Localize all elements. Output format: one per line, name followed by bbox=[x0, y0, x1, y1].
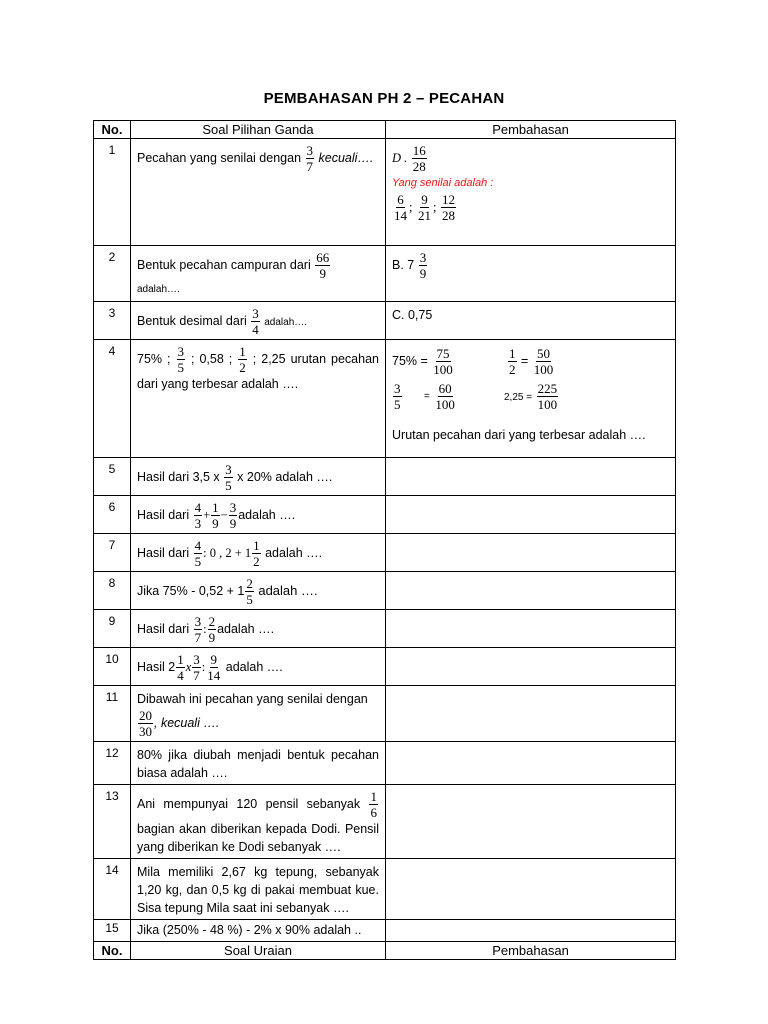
fraction: $\frac{1}{6}$ bbox=[370, 789, 377, 820]
fraction: $\frac{2}{5}$ bbox=[246, 576, 253, 607]
answer-cell bbox=[386, 920, 676, 942]
table-row bbox=[94, 458, 676, 496]
fraction: $\frac{60}{100}$ bbox=[435, 380, 455, 412]
row-number: 9 bbox=[94, 610, 131, 648]
answer-cell bbox=[386, 859, 676, 920]
fraction: $\frac{9}{14}$ bbox=[207, 652, 221, 683]
table-row bbox=[94, 340, 676, 458]
fraction: $\frac{16}{28}$ bbox=[412, 143, 426, 174]
answer-text: C. 0,75 bbox=[392, 308, 433, 322]
question-cell: Hasil dari $\frac{3}{7}$ : $\frac{2}{9}$ adalah …. bbox=[131, 610, 386, 648]
question-text: Pecahan yang senilai dengan bbox=[137, 150, 302, 165]
fraction: $\frac{3}{7}$ bbox=[194, 614, 202, 645]
header-soal: Soal Pilihan Ganda bbox=[131, 121, 386, 139]
answer-table bbox=[93, 120, 676, 960]
question-cell: Hasil 2 $\frac{1}{4}$ x $\frac{3}{7}$ : $\frac{9}{14}$ adalah …. bbox=[131, 648, 386, 686]
question-cell: Hasil dari 3,5 x $\frac{3}{5}$ x 20% adalah …. bbox=[131, 458, 386, 496]
question-text: Bentuk desimal dari bbox=[137, 313, 247, 328]
row-number: 14 bbox=[94, 859, 131, 920]
fraction: $\frac{3}{4}$ bbox=[252, 306, 259, 337]
footer-header-no: No. bbox=[94, 942, 131, 960]
question-cell: Dibawah ini pecahan yang senilai dengan $\frac{20}{30}$ , kecuali …. bbox=[131, 686, 386, 742]
fraction: $\frac{75}{100}$ bbox=[433, 345, 453, 377]
answer-cell bbox=[386, 302, 676, 340]
answer-cell bbox=[386, 534, 676, 572]
answer-cell bbox=[386, 785, 676, 859]
answer-cell bbox=[386, 686, 676, 742]
answer-summary: Urutan pecahan dari yang terbesar adalah …. bbox=[392, 428, 646, 442]
question-cell: 75% ; $\frac{3}{5}$ ; 0,58 ; $\frac{1}{2}$ ; 2,25 urutan pecahan dari yang terbesar adalah …. bbox=[131, 340, 386, 458]
fraction: $\frac{1}{2}$ bbox=[239, 344, 246, 375]
question-tail: adalah…. bbox=[264, 316, 308, 328]
fraction: $\frac{1}{2}$ bbox=[509, 345, 516, 377]
table-row bbox=[94, 648, 676, 686]
fraction: $\frac{50}{100}$ bbox=[533, 345, 554, 377]
fraction: $\frac{3}{7}$ bbox=[306, 143, 314, 174]
question-cell bbox=[131, 139, 386, 246]
question-cell bbox=[131, 246, 386, 302]
fraction: $\frac{2}{9}$ bbox=[208, 614, 216, 645]
answer-cell bbox=[386, 572, 676, 610]
fraction: $\frac{6}{14}$ bbox=[394, 192, 407, 223]
table-row bbox=[94, 139, 676, 246]
answer-text: B. 7 bbox=[392, 257, 415, 272]
row-number: 12 bbox=[94, 742, 131, 785]
question-text: 75% ; bbox=[137, 351, 171, 366]
row-number: 10 bbox=[94, 648, 131, 686]
footer-header-row bbox=[94, 942, 676, 960]
question-cell: 80% jika diubah menjadi bentuk pecahan biasa adalah …. bbox=[131, 742, 386, 785]
row-number: 4 bbox=[94, 340, 131, 458]
row-number: 13 bbox=[94, 785, 131, 859]
answer-cell bbox=[386, 496, 676, 534]
row-number: 11 bbox=[94, 686, 131, 742]
fraction: $\frac{3}{7}$ bbox=[193, 652, 200, 683]
row-number: 5 bbox=[94, 458, 131, 496]
page-title: PEMBAHASAN PH 2 – PECAHAN bbox=[263, 90, 505, 107]
question-cell: Mila memiliki 2,67 kg tepung, sebanyak 1,20 kg, dan 0,5 kg di pakai membuat kue. Sisa tepung Mila saat ini sebanyak …. bbox=[131, 859, 386, 920]
fraction: $\frac{225}{100}$ bbox=[537, 380, 558, 412]
fraction: $\frac{20}{30}$ bbox=[139, 708, 152, 739]
fraction: $\frac{1}{4}$ bbox=[177, 652, 184, 683]
table-row bbox=[94, 920, 676, 942]
answer-cell bbox=[386, 246, 676, 302]
fraction: $\frac{3}{5}$ bbox=[225, 462, 232, 493]
answer-cell: D . $\frac{16}{28}$ Yang senilai adalah : $\frac{6}{14}$ ; $\frac{9}{21}$ ; $\frac{12}{28}$ bbox=[386, 139, 676, 246]
row-number: 8 bbox=[94, 572, 131, 610]
answer-cell bbox=[386, 742, 676, 785]
table-row bbox=[94, 572, 676, 610]
table-row bbox=[94, 302, 676, 340]
answer-option: D . bbox=[392, 150, 408, 165]
question-cell: Hasil dari $\frac{4}{3}$ + $\frac{1}{9}$ − $\frac{3}{9}$ adalah …. bbox=[131, 496, 386, 534]
table-row bbox=[94, 686, 676, 742]
question-tail: ; 2,25 urutan pecahan dari yang terbesar adalah …. bbox=[137, 351, 379, 391]
fraction: $\frac{4}{3}$ bbox=[194, 500, 202, 531]
answer-cell bbox=[386, 610, 676, 648]
fraction: $\frac{1}{2}$ bbox=[253, 538, 260, 569]
footer-header-pembahasan: Pembahasan bbox=[386, 942, 676, 960]
fraction: $\frac{4}{5}$ bbox=[194, 538, 202, 569]
answer-cell bbox=[386, 458, 676, 496]
question-cell: Jika (250% - 48 %) - 2% x 90% adalah .. bbox=[131, 920, 386, 942]
table-row bbox=[94, 246, 676, 302]
answer-cell: 75% = $\frac{75}{100}$ $\frac{1}{2}$ = $\frac{50}{100}$ $\frac{3}{5}$ = $\frac{60}{100}$ 2,25 = $\frac{225}{100}$ Urutan pecahan dari yang terbesar adalah …. bbox=[386, 340, 676, 458]
footer-header-soal: Soal Uraian bbox=[131, 942, 386, 960]
question-text: Bentuk pecahan campuran dari bbox=[137, 257, 311, 272]
fraction: $\frac{3}{5}$ bbox=[394, 380, 401, 412]
row-number: 6 bbox=[94, 496, 131, 534]
question-cell: Hasil dari $\frac{4}{5}$ : 0 , 2 + 1 $\frac{1}{2}$ adalah …. bbox=[131, 534, 386, 572]
question-cell: Jika 75% - 0,52 + 1 $\frac{2}{5}$ adalah …. bbox=[131, 572, 386, 610]
fraction: $\frac{3}{9}$ bbox=[229, 500, 237, 531]
answer-note: Yang senilai adalah : bbox=[392, 177, 494, 189]
row-number: 15 bbox=[94, 920, 131, 942]
header-row bbox=[94, 121, 676, 139]
fraction: $\frac{1}{9}$ bbox=[212, 500, 219, 531]
question-tail: kecuali…. bbox=[318, 150, 374, 165]
header-pembahasan: Pembahasan bbox=[386, 121, 676, 139]
header-no: No. bbox=[94, 121, 131, 139]
fraction: $\frac{9}{21}$ bbox=[417, 192, 431, 223]
row-number: 1 bbox=[94, 139, 131, 246]
fraction: $\frac{12}{28}$ bbox=[441, 192, 455, 223]
fraction: $\frac{3}{5}$ bbox=[177, 344, 184, 375]
table-row bbox=[94, 610, 676, 648]
fraction: $\frac{3}{9}$ bbox=[419, 250, 427, 281]
question-cell bbox=[131, 302, 386, 340]
question-cell: Ani mempunyai 120 pensil sebanyak $\frac{1}{6}$ bagian akan diberikan kepada Dodi. Pensil yang diberikan ke Dodi sebanyak …. bbox=[131, 785, 386, 859]
answer-cell bbox=[386, 648, 676, 686]
row-number: 7 bbox=[94, 534, 131, 572]
table-row bbox=[94, 534, 676, 572]
table-row bbox=[94, 785, 676, 859]
question-tail: adalah…. bbox=[137, 284, 180, 295]
table-row bbox=[94, 859, 676, 920]
fraction: $\frac{66}{9}$ bbox=[316, 250, 330, 281]
table-row bbox=[94, 742, 676, 785]
row-number: 3 bbox=[94, 302, 131, 340]
row-number: 2 bbox=[94, 246, 131, 302]
table-row bbox=[94, 496, 676, 534]
